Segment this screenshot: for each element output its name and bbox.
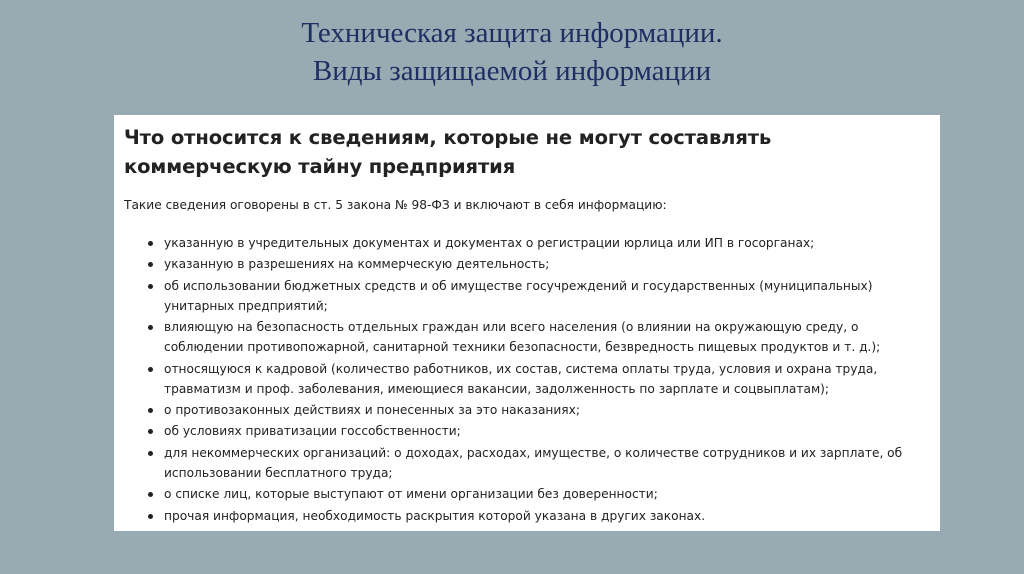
list-item-text: указанную в учредительных документах и документах о регистрации юрлица или ИП в госорганах; xyxy=(164,236,815,250)
bullet-icon xyxy=(148,284,153,289)
slide-title-line-1: Техническая защита информации. xyxy=(301,17,723,49)
list-item xyxy=(124,443,924,483)
bullet-icon xyxy=(148,451,153,456)
list-item-text: указанную в разрешениях на коммерческую деятельность; xyxy=(164,257,550,272)
list-item-text: влияющую на безопасность отдельных граждан или всего населения (о влиянии на окружающую среду, о соблюдении противопожарной, санитарной техники безопасности, безвредность пищевых продуктов и т. д.); xyxy=(164,320,881,355)
list-item xyxy=(124,400,924,420)
bullet-icon xyxy=(148,325,153,330)
bullet-icon xyxy=(148,408,153,413)
list-item xyxy=(124,254,924,274)
list-item-text: прочая информация, необходимость раскрытия которой указана в других законах. xyxy=(164,508,706,523)
slide-title-line-2: Виды защищаемой информации xyxy=(312,55,712,87)
list-item xyxy=(124,317,924,357)
bullet-icon xyxy=(148,241,153,246)
list-item-text: для некоммерческих организаций: о доходах, расходах, имуществе, о количестве сотрудников и их зарплате, об использовании бесплатного труда; xyxy=(164,445,903,480)
bullet-icon xyxy=(148,429,153,434)
list-item xyxy=(124,359,924,399)
list-item-text: о противозаконных действиях и понесенных за это наказаниях; xyxy=(164,402,580,417)
list-item xyxy=(124,484,924,504)
card-heading: Что относится к сведениям, которые не могут составлять коммерческую тайну предприятия xyxy=(124,126,772,178)
bullet-icon xyxy=(148,492,153,497)
bullet-icon xyxy=(148,262,153,267)
bullet-icon xyxy=(148,367,153,372)
list-item-text: о списке лиц, которые выступают от имени организации без доверенности; xyxy=(164,487,658,502)
info-list xyxy=(124,233,924,526)
list-item-text: об условиях приватизации госсобственности; xyxy=(164,424,461,439)
list-item xyxy=(124,421,924,441)
list-item xyxy=(124,276,924,316)
bullet-icon xyxy=(148,514,153,519)
list-item xyxy=(124,506,924,526)
card-intro: Такие сведения оговорены в ст. 5 закона № 98-ФЗ и включают в себя информацию: xyxy=(124,198,667,212)
list-item-text: об использовании бюджетных средств и об имуществе госучреждений и государственных (муниципальных) унитарных предприятий; xyxy=(164,278,873,313)
list-item-text: относящуюся к кадровой (количество работников, их состав, система оплаты труда, условия и охрана труда, травматизм и проф. заболевания, имеющиеся вакансии, задолженность по зарплате и соцвыплатам); xyxy=(164,361,878,396)
slide-title xyxy=(0,14,1024,90)
content-card xyxy=(114,115,940,531)
list-item xyxy=(124,233,924,253)
